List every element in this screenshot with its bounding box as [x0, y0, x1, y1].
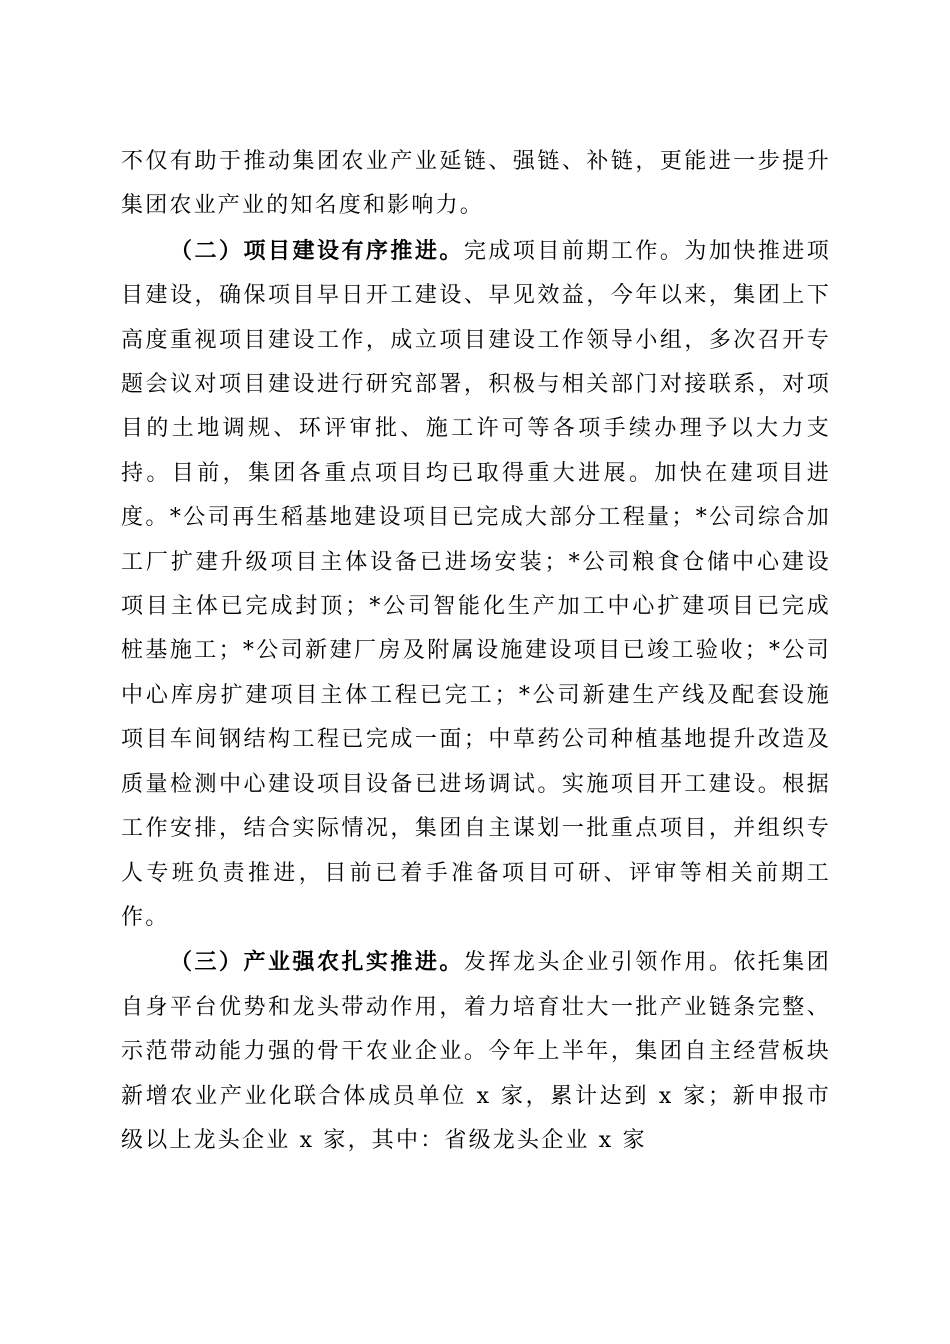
- paragraph-text: 发挥龙头企业引领作用。依托集团自身平台优势和龙头带动作用，着力培育壮大一批产业链条完整、示范带动能力强的骨干农业企业。今年上半年，集团自主经营板块新增农业产业化联合体成员单位 x 家，累计达到 x 家；新申报市级以上龙头企业 x 家，其中：省级龙头企业 x 家: [121, 950, 831, 1153]
- paragraph-industry-agriculture: [121, 940, 831, 1163]
- section-heading-2: （二）项目建设有序推进。: [170, 237, 464, 264]
- document-body: [121, 140, 831, 1163]
- paragraph-text: 不仅有助于推动集团农业产业延链、强链、补链，更能进一步提升集团农业产业的知名度和影响力。: [121, 149, 831, 219]
- paragraph-continuation: [121, 140, 831, 229]
- paragraph-project-construction: [121, 229, 831, 941]
- paragraph-text: 完成项目前期工作。为加快推进项目建设，确保项目早日开工建设、早见效益，今年以来，集团上下高度重视项目建设工作，成立项目建设工作领导小组，多次召开专题会议对项目建设进行研究部署，积极与相关部门对接联系，对项目的土地调规、环评审批、施工许可等各项手续办理予以大力支持。目前，集团各重点项目均已取得重大进展。加快在建项目进度。*公司再生稻基地建设项目已完成大部分工程量；*公司综合加工厂扩建升级项目主体设备已进场安装；*公司粮食仓储中心建设项目主体已完成封顶；*公司智能化生产加工中心扩建项目已完成桩基施工；*公司新建厂房及附属设施建设项目已竣工验收；*公司中心库房扩建项目主体工程已完工；*公司新建生产线及配套设施项目车间钢结构工程已完成一面；中草药公司种植基地提升改造及质量检测中心建设项目设备已进场调试。实施项目开工建设。根据工作安排，结合实际情况，集团自主谋划一批重点项目，并组织专人专班负责推进，目前已着手准备项目可研、评审等相关前期工作。: [121, 238, 831, 930]
- section-heading-3: （三）产业强农扎实推进。: [170, 949, 464, 976]
